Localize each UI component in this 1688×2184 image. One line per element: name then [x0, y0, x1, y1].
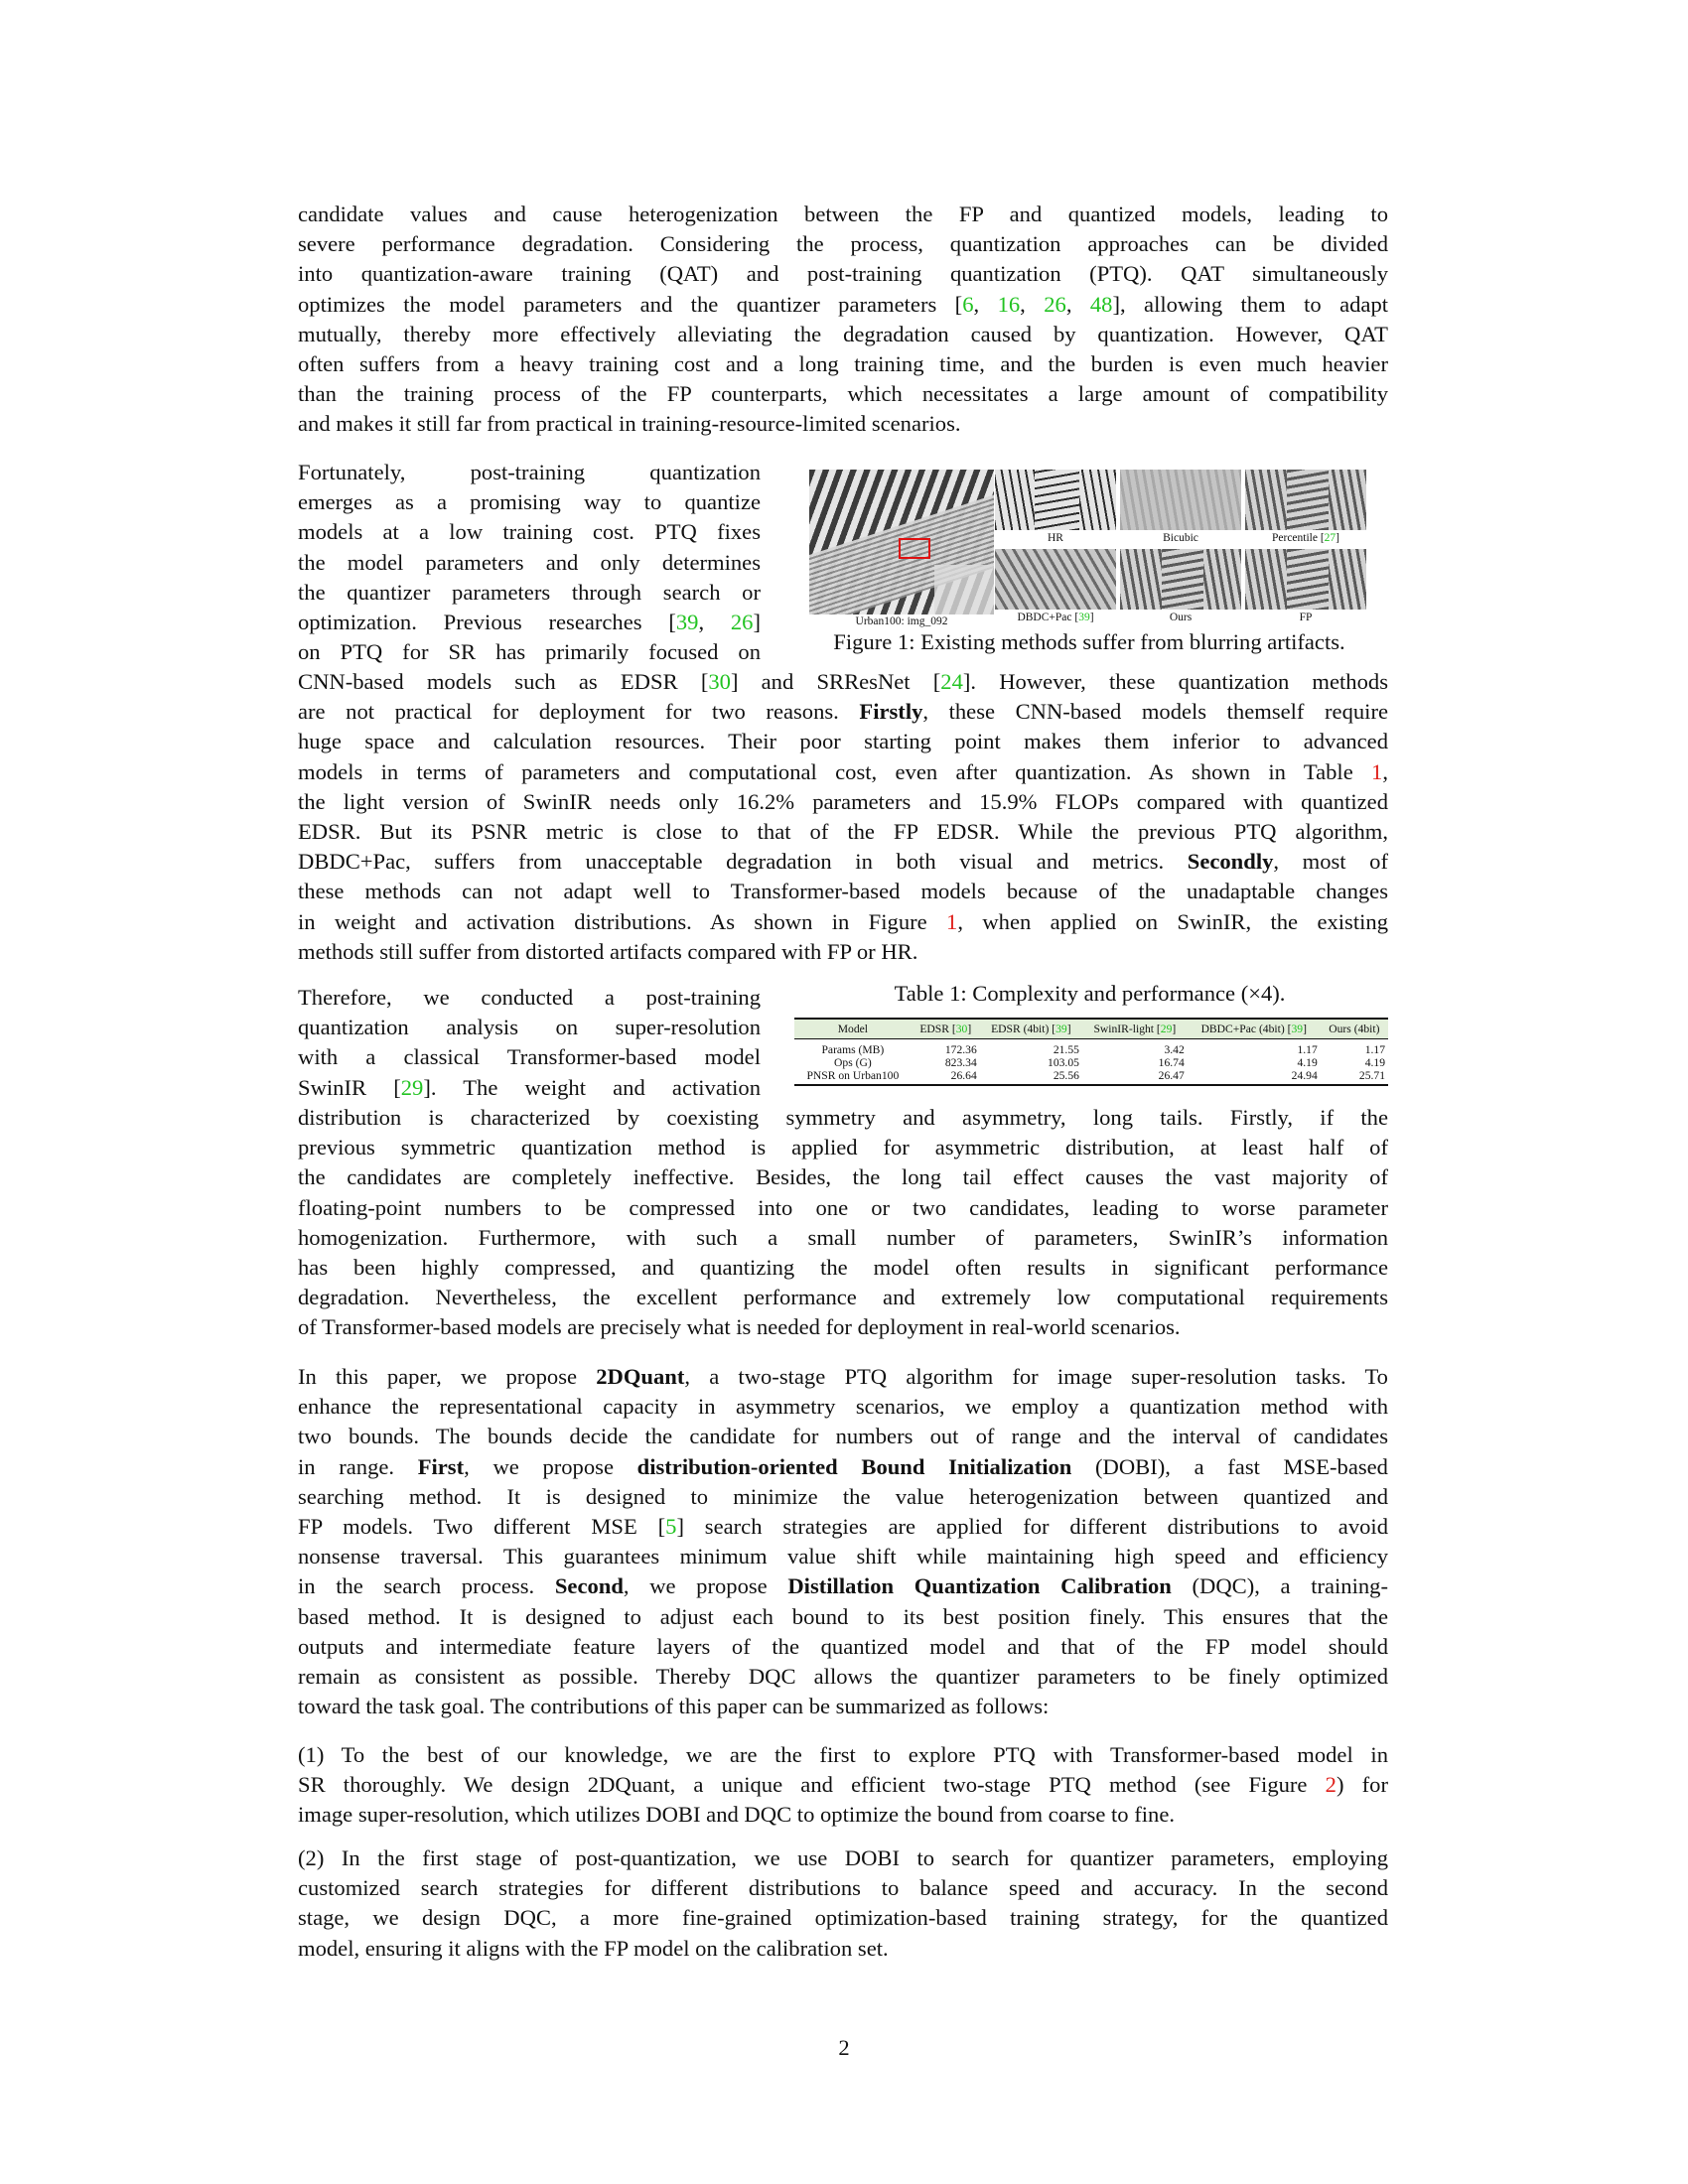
text-line: Therefore, we conducted a post-training [298, 985, 761, 1010]
table-reference-link[interactable]: 1 [1371, 758, 1383, 784]
text-line: than the training process of the FP counterparts, which necessitates a large amount of compatibility [298, 381, 1388, 407]
text-line: candidate values and cause heterogenization between the FP and quantized models, leading to [298, 202, 1388, 226]
paragraph-quantization-approaches [298, 200, 1388, 440]
citation-link[interactable]: 48 [1089, 291, 1113, 317]
text-line: customized search strategies for different distributions to balance speed and accuracy. In the second [298, 1875, 1388, 1901]
text-line: these methods can not adapt well to Transformer-based models because of the unadaptable changes [298, 879, 1388, 904]
text-line: nonsense traversal. This guarantees minimum value shift while maintaining high speed and efficiency [298, 1544, 1388, 1570]
citation-link[interactable]: 29 [1160, 1023, 1173, 1035]
paragraph-distribution-analysis [298, 1103, 1388, 1343]
paragraph-ptq-intro-wrapped [298, 458, 761, 667]
table-cell: 1.17 [1297, 1043, 1318, 1056]
thumbnail-label-hr: HR [1048, 532, 1063, 544]
text-line: distribution is characterized by coexisting symmetry and asymmetry, long tails. Firstly, if the [298, 1105, 1388, 1130]
thumbnail-ours [1120, 549, 1241, 610]
text-line: previous symmetric quantization method is applied for asymmetric distribution, at least half of [298, 1135, 1388, 1160]
figure-reference-link[interactable]: 2 [1325, 1772, 1336, 1798]
citation-link[interactable]: 39 [1078, 612, 1090, 623]
text-line: huge space and calculation resources. Their poor starting point makes them inferior to advanced [298, 729, 1388, 754]
table-row [794, 1039, 1388, 1057]
text-line: and makes it still far from practical in training-resource-limited scenarios. [298, 411, 961, 437]
table-cell: 26.64 [912, 1069, 980, 1085]
citation-link[interactable]: 6 [962, 291, 974, 317]
text-line: toward the task goal. The contributions of this paper can be summarized as follows: [298, 1694, 1050, 1719]
text-line: homogenization. Furthermore, with such a small number of parameters, SwinIR’s information [298, 1224, 1388, 1250]
text-line: outputs and intermediate feature layers of the quantized model and that of the FP model should [298, 1633, 1388, 1659]
column-header-model: Model [794, 1019, 912, 1039]
text-line: optimization. Previous researches [39, 26] [298, 609, 761, 634]
table-cell: 16.74 [1158, 1056, 1185, 1069]
text-line: of Transformer-based models are precisely what is needed for deployment in real-world scenarios. [298, 1314, 1181, 1340]
table-header-row [794, 1019, 1388, 1039]
row-label: Params (MB) [821, 1043, 885, 1056]
thumbnail-label-ours: Ours [1169, 612, 1193, 623]
text-line: model, ensuring it aligns with the FP model on the calibration set. [298, 1935, 889, 1961]
text-line: DBDC+Pac, suffers from unacceptable degradation in both visual and metrics. Secondly, most of [298, 849, 1388, 875]
text-line: methods still suffer from distorted artifacts compared with FP or HR. [298, 938, 918, 964]
figure-reference-link[interactable]: 1 [946, 908, 958, 934]
text-line: in the search process. Second, we propose Distillation Quantization Calibration (DQC), a training- [298, 1573, 1388, 1599]
table-cell: 26.47 [1082, 1069, 1188, 1085]
region-of-interest-box [899, 538, 930, 559]
text-line: models at a low training cost. PTQ fixes [298, 519, 761, 545]
text-line: has been highly compressed, and quantizing the model often results in significant performance [298, 1254, 1388, 1280]
citation-link[interactable]: 24 [940, 669, 963, 694]
text-line: into quantization-aware training (QAT) and post-training quantization (PTQ). QAT simultaneously [298, 261, 1388, 287]
text-line: the candidates are completely ineffective. Besides, the long tail effect causes the vast majority of [298, 1164, 1388, 1190]
table-cell: 1.17 [1364, 1043, 1385, 1056]
table-cell: 823.34 [944, 1056, 977, 1069]
text-line: on PTQ for SR has primarily focused on [298, 639, 761, 665]
citation-link[interactable]: 26 [730, 609, 754, 634]
column-header-edsr-4bit: EDSR (4bit) [39] [980, 1019, 1082, 1039]
text-line: often suffers from a heavy training cost and a long training time, and the burden is even much heavier [298, 350, 1388, 376]
page-number: 2 [838, 2035, 850, 2060]
thumbnail-label-dbdc-pac: DBDC+Pac [39] [1017, 612, 1094, 623]
paragraph-ptq-limitations [298, 667, 1388, 967]
text-line: stage, we design DQC, a more fine-grained optimization-based training strategy, for the quantized [298, 1905, 1388, 1931]
thumbnail-hr [995, 470, 1116, 530]
text-line: mutually, thereby more effectively alleviating the degradation caused by quantization. However, QAT [298, 321, 1388, 346]
text-line: models in terms of parameters and computational cost, even after quantization. As shown in Table 1, [298, 758, 1388, 784]
table-cell: 4.19 [1297, 1056, 1318, 1069]
table-1-caption: Table 1: Complexity and performance (×4). [894, 981, 1286, 1006]
text-line: optimizes the model parameters and the quantizer parameters [6, 16, 26, 48], allowing them to adapt [298, 291, 1389, 317]
text-line: SwinIR [29]. The weight and activation [298, 1074, 761, 1100]
thumbnail-fp [1245, 549, 1366, 610]
text-line: the quantizer parameters through search or [298, 579, 761, 605]
table-cell: 172.36 [944, 1043, 977, 1056]
text-line: enhance the representational capacity in asymmetry scenarios, we employ a quantization method with [298, 1394, 1388, 1420]
thumbnail-label-percentile: Percentile [27] [1271, 532, 1340, 544]
row-label: PNSR on Urban100 [794, 1069, 912, 1085]
table-1-complexity [794, 1018, 1388, 1086]
text-line: (1) To the best of our knowledge, we are the first to explore PTQ with Transformer-based model in [298, 1742, 1388, 1767]
thumbnail-percentile [1245, 470, 1366, 530]
text-line: (2) In the first stage of post-quantization, we use DOBI to search for quantizer parameters, employing [298, 1845, 1388, 1870]
thumbnail-dbdc-pac [995, 549, 1116, 610]
text-line: in range. First, we propose distribution-oriented Bound Initialization (DOBI), a fast MSE-based [298, 1453, 1388, 1479]
text-line: remain as consistent as possible. Thereby DQC allows the quantizer parameters to be finely optimized [298, 1663, 1388, 1689]
citation-link[interactable]: 39 [1291, 1023, 1304, 1035]
text-line: the light version of SwinIR needs only 16.2% parameters and 15.9% FLOPs compared with quantized [298, 788, 1388, 814]
text-line: FP models. Two different MSE [5] search strategies are applied for different distributions to avoid [298, 1513, 1388, 1539]
contribution-2 [298, 1843, 1388, 1964]
text-line: with a classical Transformer-based model [298, 1044, 761, 1070]
figure-1-caption: Figure 1: Existing methods suffer from blurring artifacts. [833, 629, 1345, 654]
citation-link[interactable]: 30 [708, 669, 731, 694]
text-line: CNN-based models such as EDSR [30] and SRResNet [24]. However, these quantization methods [298, 669, 1388, 694]
thumbnail-bicubic [1120, 470, 1241, 530]
thumbnail-label-fp: FP [1299, 612, 1313, 623]
table-row [794, 1056, 1388, 1069]
column-header-dbdc-pac-4bit: DBDC+Pac (4bit) [39] [1188, 1019, 1321, 1039]
text-line: based method. It is designed to adjust each bound to its best position finely. This ensures that the [298, 1603, 1388, 1629]
citation-link[interactable]: 39 [1055, 1023, 1067, 1035]
paragraph-2dquant-proposal [298, 1362, 1388, 1721]
table-row [794, 1069, 1388, 1085]
text-line: are not practical for deployment for two reasons. Firstly, these CNN-based models themself require [298, 699, 1388, 725]
table-cell: 4.19 [1364, 1056, 1385, 1069]
contribution-1 [298, 1740, 1388, 1831]
text-line: degradation. Nevertheless, the excellent performance and extremely low computational requirements [298, 1285, 1388, 1310]
table-cell: 25.71 [1321, 1069, 1388, 1085]
row-label: Ops (G) [834, 1056, 872, 1069]
text-line: in weight and activation distributions. As shown in Figure 1, when applied on SwinIR, the existing [298, 908, 1388, 934]
table-cell: 21.55 [1053, 1043, 1079, 1056]
text-line: the model parameters and only determines [298, 549, 761, 575]
text-line: Fortunately, post-training quantization [298, 460, 761, 484]
text-line: quantization analysis on super-resolution [298, 1015, 761, 1040]
text-line: emerges as a promising way to quantize [298, 489, 761, 515]
text-line: searching method. It is designed to minimize the value heterogenization between quantized and [298, 1483, 1388, 1509]
column-header-edsr: EDSR [30] [912, 1019, 980, 1039]
text-line: SR thoroughly. We design 2DQuant, a unique and efficient two-stage PTQ method (see Figure 2) for [298, 1772, 1388, 1798]
citation-link[interactable]: 26 [1044, 291, 1066, 317]
text-line: EDSR. But its PSNR metric is close to that of the FP EDSR. While the previous PTQ algorithm, [298, 818, 1388, 844]
citation-link[interactable]: 5 [665, 1513, 677, 1539]
text-line: severe performance degradation. Considering the process, quantization approaches can be divided [298, 231, 1388, 257]
text-line: image super-resolution, which utilizes DOBI and DQC to optimize the bound from coarse to fine. [298, 1802, 1176, 1828]
sky-region [934, 565, 994, 614]
main-image-label: Urban100: img_092 [855, 615, 948, 627]
table-cell: 103.05 [1048, 1056, 1079, 1069]
citation-link[interactable]: 29 [400, 1074, 424, 1100]
table-cell: 25.56 [980, 1069, 1082, 1085]
citation-link[interactable]: 39 [675, 609, 699, 634]
thumbnail-label-bicubic: Bicubic [1163, 532, 1198, 544]
table-cell: 3.42 [1164, 1043, 1185, 1056]
text-line: two bounds. The bounds decide the candidate for numbers out of range and the interval of candidates [298, 1424, 1388, 1449]
column-header-swinir-light: SwinIR-light [29] [1082, 1019, 1188, 1039]
text-line: In this paper, we propose 2DQuant, a two-stage PTQ algorithm for image super-resolution tasks. To [298, 1364, 1388, 1389]
paragraph-swinir-analysis-wrapped [298, 983, 761, 1103]
column-header-ours-4bit: Ours (4bit) [1321, 1019, 1388, 1039]
citation-link[interactable]: 27 [1324, 532, 1336, 544]
text-line: floating-point numbers to be compressed into one or two candidates, leading to worse parameter [298, 1194, 1388, 1220]
citation-link[interactable]: 30 [955, 1023, 968, 1035]
urban100-building-image [809, 470, 994, 614]
table-cell: 24.94 [1188, 1069, 1321, 1085]
citation-link[interactable]: 16 [997, 291, 1021, 317]
